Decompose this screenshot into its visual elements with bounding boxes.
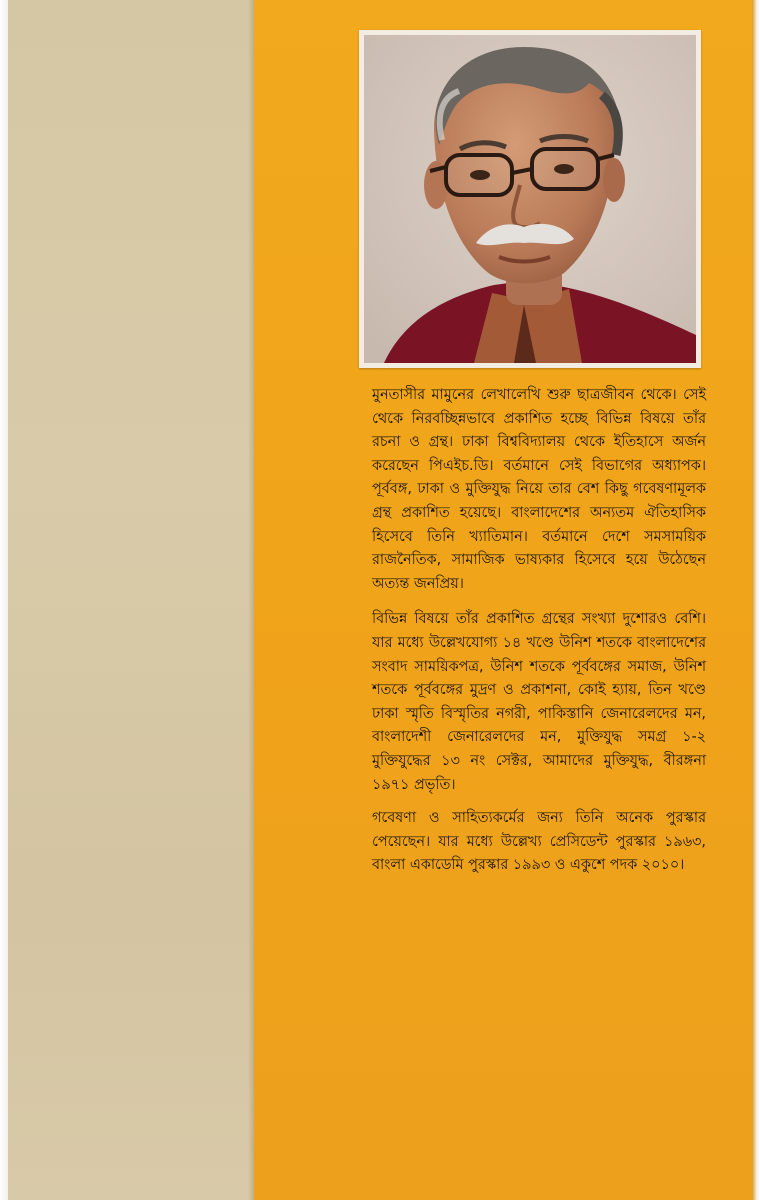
bio-paragraph-2: বিভিন্ন বিষয়ে তাঁর প্রকাশিত গ্রন্থের সংখ্যা দুশোরও বেশি। যার মধ্যে উল্লেখযোগ্য ১৪ খণ্ডে উনিশ শতকে বাংলাদেশের সংবাদ সাময়িকপত্র, উনিশ শতকে পূর্ববঙ্গের সমাজ, উনিশ শতকে পূর্ববঙ্গের মুদ্রণ ও প্রকাশনা, কোই হ্যায়, তিন খণ্ডে ঢাকা স্মৃতি বিস্মৃতির নগরী, পাকিস্তানি জেনারেলদের মন, বাংলাদেশী জেনারেলদের মন, মুক্তিযুদ্ধ সমগ্র ১-২ মুক্তিযুদ্ধের ১৩ নং সেক্টর, আমাদের মুক্তিযুদ্ধ, বীরঙ্গনা ১৯৭১ প্রভৃতি। [372, 611, 706, 793]
scan-margin-right [752, 0, 760, 1200]
book-spine-flap [8, 0, 254, 1200]
scan-margin-left [0, 0, 8, 1200]
author-portrait-photo [364, 35, 696, 363]
author-photo-frame [359, 30, 701, 368]
bio-paragraph-3: গবেষণা ও সাহিত্যকর্মের জন্য তিনি অনেক পুরস্কার পেয়েছেন। যার মধ্যে উল্লেখ্য প্রেসিডেন্ট পুরস্কার ১৯৬৩, বাংলা একাডেমি পুরস্কার ১৯৯৩ ও একুশে পদক ২০১০। [372, 810, 706, 874]
bio-paragraph-1: মুনতাসীর মামুনের লেখালেখি শুরু ছাত্রজীবন থেকে। সেই থেকে নিরবচ্ছিন্নভাবে প্রকাশিত হচ্ছে বিভিন্ন বিষয়ে তাঁর রচনা ও গ্রন্থ। ঢাকা বিশ্ববিদ্যালয় থেকে ইতিহাসে অর্জন করেছেন পিএইচ.ডি। বর্তমানে সেই বিভাগের অধ্যাপক। পূর্ববঙ্গ, ঢাকা ও মুক্তিযুদ্ধ নিয়ে তার বেশ কিছু গবেষণামূলক গ্রন্থ প্রকাশিত হয়েছে। বাংলাদেশের অন্যতম ঐতিহাসিক হিসেবে তিনি খ্যাতিমান। বর্তমানে দেশে সমসাময়িক রাজনৈতিক, সামাজিক ভাষ্যকার হিসেবে হয়ে উঠেছেন অত্যন্ত জনপ্রিয়। [372, 387, 706, 592]
author-biography [372, 384, 706, 890]
